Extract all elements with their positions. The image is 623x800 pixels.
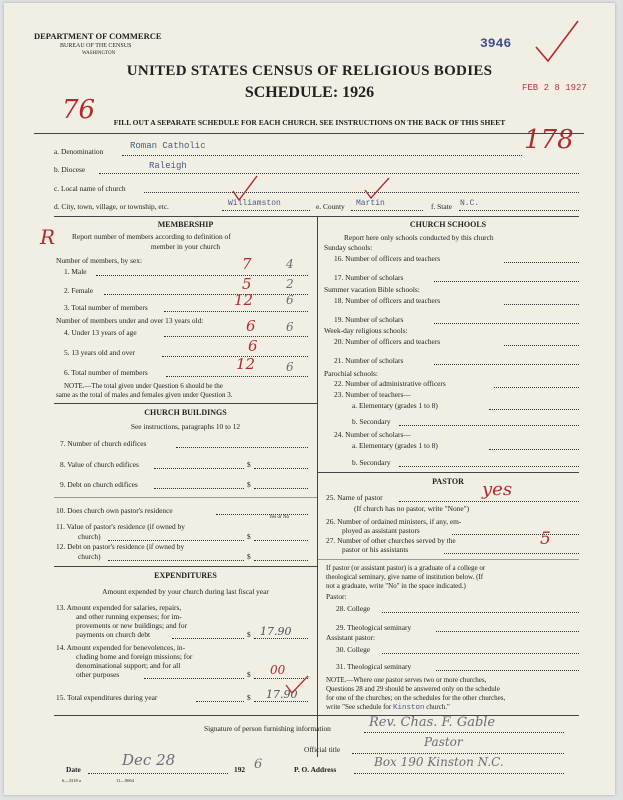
q14-label-2: cluding home and foreign missions; for — [76, 652, 193, 661]
q30-label: 30. College — [336, 645, 371, 654]
denomination-field[interactable]: Roman Catholic — [130, 141, 206, 151]
q15-label: 15. Total expenditures during year — [56, 693, 158, 702]
q16-label: 16. Number of officers and teachers — [334, 254, 441, 263]
q18-label: 18. Number of officers and teachers — [334, 296, 441, 305]
q18-field[interactable] — [504, 304, 579, 305]
state-label: f. State — [431, 202, 452, 211]
expenditures-sub: Amount expended by your church during last fiscal year — [102, 587, 269, 596]
q26-field[interactable] — [452, 534, 579, 535]
instruction-line: FILL OUT A SEPARATE SCHEDULE FOR EACH CHURCH. SEE INSTRUCTIONS ON THE BACK OF THIS SHEET — [113, 118, 506, 127]
membership-title: MEMBERSHIP — [157, 220, 214, 229]
q9-label: 9. Debt on church edifices — [60, 480, 138, 489]
q14-label: 14. Amount expended for benevolences, in- — [56, 643, 186, 652]
parochial-heading: Parochial schools: — [324, 369, 378, 378]
yes-no-hint: Yes or No — [269, 515, 290, 520]
q29-field[interactable] — [436, 631, 579, 632]
official-title-label: Official title — [304, 745, 341, 754]
q22-label: 22. Number of administrative officers — [334, 379, 446, 388]
county-label: e. County — [316, 202, 345, 211]
dollar-sign: $ — [247, 532, 251, 541]
q6-value[interactable]: 12 — [236, 355, 256, 373]
form-number: 6—3318 a — [62, 778, 81, 783]
membership-note: NOTE.—The total given under Question 6 should be the — [64, 382, 223, 390]
form-title: UNITED STATES CENSUS OF RELIGIOUS BODIES — [126, 63, 493, 79]
q20-field[interactable] — [504, 345, 579, 346]
pastor-note-3: for one of the churches; on the schedules for the other churches, — [326, 694, 506, 702]
q14-label-3: denominational support; and for all — [76, 661, 181, 670]
q13-value[interactable]: 17.90 — [260, 625, 292, 638]
column-divider — [317, 216, 318, 757]
q1-value[interactable]: 7 — [242, 255, 252, 273]
dollar-sign: $ — [247, 693, 251, 702]
pastor-note: NOTE.—Where one pastor serves two or more churches, — [326, 676, 487, 684]
q23a-field[interactable] — [489, 409, 579, 410]
membership-intro: Report number of members according to definition of — [72, 232, 231, 241]
q8-field[interactable] — [254, 468, 308, 469]
official-title-field[interactable]: Pastor — [424, 735, 463, 749]
q17-field[interactable] — [434, 281, 579, 282]
census-schedule-sheet — [4, 3, 615, 795]
county-field[interactable]: Martin — [356, 199, 385, 208]
q3-label: 3. Total number of members — [64, 303, 148, 312]
graduate-note-3: not a graduate, write "No" in the space indicated.) — [326, 582, 466, 590]
date-label: Date — [66, 765, 81, 774]
q7-field[interactable] — [176, 447, 308, 448]
q19-label: 19. Number of scholars — [334, 315, 404, 324]
received-stamp: FEB 2 8 1927 — [522, 83, 587, 93]
diocese-field[interactable]: Raleigh — [149, 161, 187, 171]
city-field[interactable]: Williamston — [228, 199, 281, 208]
dollar-sign: $ — [247, 480, 251, 489]
q12-label-2: church) — [78, 552, 101, 561]
q21-field[interactable] — [434, 364, 579, 365]
schools-intro: Report here only schools conducted by this church — [344, 233, 494, 242]
q25-note: (If church has no pastor, write "None") — [354, 504, 470, 513]
q26-label-2: ployed as assistant pastors — [342, 526, 420, 535]
q11-label-2: church) — [78, 532, 101, 541]
q3-value[interactable]: 12 — [234, 291, 254, 309]
q23-label: 23. Number of teachers— — [334, 390, 411, 399]
schedule-title: SCHEDULE: 1926 — [244, 84, 375, 101]
dollar-sign: $ — [247, 460, 251, 469]
q26-label: 26. Number of ordained ministers, if any, em- — [326, 517, 462, 526]
q24-label: 24. Number of scholars— — [334, 430, 411, 439]
date-field[interactable]: Dec 28 — [122, 751, 176, 769]
q25-value[interactable]: yes — [482, 479, 513, 500]
dept-label: DEPARTMENT OF COMMERCE — [34, 31, 162, 41]
check-mark-icon — [362, 175, 392, 201]
q24b-label: b. Secondary — [352, 458, 391, 467]
q12-label: 12. Debt on pastor's residence (if owned by — [56, 542, 185, 551]
q24b-field[interactable] — [399, 466, 579, 467]
bureau-label: BUREAU OF THE CENSUS — [60, 43, 132, 49]
po-address-field[interactable]: Box 190 Kinston N.C. — [374, 755, 504, 769]
check-mark-icon — [284, 673, 310, 697]
q11-field[interactable] — [254, 540, 308, 541]
q4-value[interactable]: 6 — [246, 317, 256, 335]
q16-field[interactable] — [504, 262, 579, 263]
q24a-field[interactable] — [489, 449, 579, 450]
q13-label: 13. Amount expended for salaries, repairs, — [56, 603, 182, 612]
sex-heading: Number of members, by sex: — [56, 256, 142, 265]
q19-field[interactable] — [434, 323, 579, 324]
weekday-heading: Week-day religious schools: — [324, 326, 408, 335]
po-address-label: P. O. Address — [294, 765, 337, 774]
q7-label: 7. Number of church edifices — [60, 439, 147, 448]
pastor-note-2: Questions 28 and 29 should be answered only on the schedule — [326, 685, 500, 693]
q10-field[interactable] — [216, 514, 308, 515]
handwritten-r: R — [40, 225, 56, 249]
q23b-label: b. Secondary — [352, 417, 391, 426]
q20-label: 20. Number of officers and teachers — [334, 337, 441, 346]
divider — [34, 133, 584, 134]
form-number-2: 11—9064 — [116, 778, 134, 783]
q13-label-3: provements or new buildings; and for — [76, 621, 188, 630]
serial-number: 3946 — [480, 36, 512, 51]
check-mark-icon — [532, 17, 582, 63]
q21-label: 21. Number of scholars — [334, 356, 404, 365]
q8-label: 8. Value of church edifices — [60, 460, 139, 469]
q6-pencil-value: 6 — [286, 360, 294, 374]
q17-label: 17. Number of scholars — [334, 273, 404, 282]
q29-label: 29. Theological seminary — [336, 623, 412, 632]
local-name-label: c. Local name of church — [54, 184, 126, 193]
expenditures-title: EXPENDITURES — [154, 571, 217, 580]
see-schedule-field[interactable]: Kinston — [393, 704, 425, 712]
city-label: WASHINGTON — [82, 51, 116, 56]
q13-label-2: and other running expenses; for im- — [76, 612, 182, 621]
denomination-label: a. Denomination — [54, 147, 104, 156]
q30-field[interactable] — [382, 653, 579, 654]
q1-label: 1. Male — [64, 267, 87, 276]
pastor-note-4-suffix: church." — [426, 703, 450, 711]
pastor-note-4-prefix: write "See schedule for — [326, 703, 392, 711]
q23b-field[interactable] — [399, 425, 579, 426]
q15-value[interactable]: 17.90 — [266, 688, 298, 701]
q31-label: 31. Theological seminary — [336, 662, 412, 671]
sunday-heading: Sunday schools: — [324, 243, 373, 252]
signature-label: Signature of person furnishing information — [204, 724, 331, 733]
assistant-heading: Assistant pastor: — [326, 633, 376, 642]
city-field-label: d. City, town, village, or township, etc. — [54, 202, 169, 211]
q23a-label: a. Elementary (grades 1 to 8) — [352, 401, 438, 410]
q28-label: 28. College — [336, 604, 371, 613]
schools-title: CHURCH SCHOOLS — [409, 220, 487, 229]
q13-label-4: payments on church debt — [76, 630, 151, 639]
q27-value[interactable]: 5 — [540, 529, 551, 549]
dollar-sign: $ — [247, 552, 251, 561]
year-label: 192 — [234, 765, 246, 774]
q25-label: 25. Name of pastor — [326, 493, 383, 502]
q24a-label: a. Elementary (grades 1 to 8) — [352, 441, 438, 450]
dollar-sign: $ — [247, 630, 251, 639]
state-field[interactable]: N.C. — [460, 199, 480, 208]
diocese-label: b. Diocese — [54, 165, 86, 174]
q28-field[interactable] — [382, 612, 579, 613]
q27-label: 27. Number of other churches served by the — [326, 536, 456, 545]
q14-value[interactable]: 00 — [270, 663, 286, 677]
q5-value[interactable]: 6 — [248, 337, 258, 355]
q11-label: 11. Value of pastor's residence (if owned by — [56, 522, 185, 531]
q4-pencil-value: 6 — [286, 320, 294, 334]
q31-field[interactable] — [436, 670, 579, 671]
q5-label: 5. 13 years old and over — [64, 348, 136, 357]
q14-label-4: other purposes — [76, 670, 120, 679]
buildings-title: CHURCH BUILDINGS — [144, 408, 227, 417]
q9-field[interactable] — [254, 488, 308, 489]
q2-value[interactable]: 5 — [242, 275, 252, 293]
q3-pencil-value: 6 — [286, 293, 294, 307]
q12-field[interactable] — [254, 560, 308, 561]
pastor-note-4 — [326, 703, 450, 713]
buildings-sub: See instructions, paragraphs 10 to 12 — [130, 422, 241, 431]
pastor-heading: Pastor: — [326, 592, 347, 601]
q2-pencil-value: 2 — [286, 277, 294, 291]
pastor-title: PASTOR — [432, 477, 464, 486]
q27-label-2: pastor or his assistants — [342, 545, 409, 554]
signature-field[interactable]: Rev. Chas. F. Gable — [369, 715, 496, 730]
dollar-sign: $ — [247, 670, 251, 679]
q10-label: 10. Does church own pastor's residence — [56, 506, 173, 515]
q22-field[interactable] — [494, 387, 579, 388]
q6-label: 6. Total number of members — [64, 368, 148, 377]
summer-heading: Summer vacation Bible schools: — [324, 285, 420, 294]
age-heading: Number of members under and over 13 years old: — [56, 316, 204, 325]
membership-note-2: same as the total of males and females given under Question 3. — [56, 391, 233, 399]
q2-label: 2. Female — [64, 286, 94, 295]
check-mark-icon — [230, 173, 260, 203]
membership-intro-2: member in your church — [150, 242, 221, 251]
handwritten-178: 178 — [524, 125, 574, 155]
year-field[interactable]: 6 — [254, 757, 263, 772]
handwritten-76: 76 — [62, 95, 96, 125]
graduate-note-2: theological seminary, give name of institution below. (If — [326, 573, 484, 581]
q1-pencil-value: 4 — [286, 257, 294, 271]
graduate-note: If pastor (or assistant pastor) is a graduate of a college or — [326, 564, 486, 572]
q4-label: 4. Under 13 years of age — [64, 328, 137, 337]
